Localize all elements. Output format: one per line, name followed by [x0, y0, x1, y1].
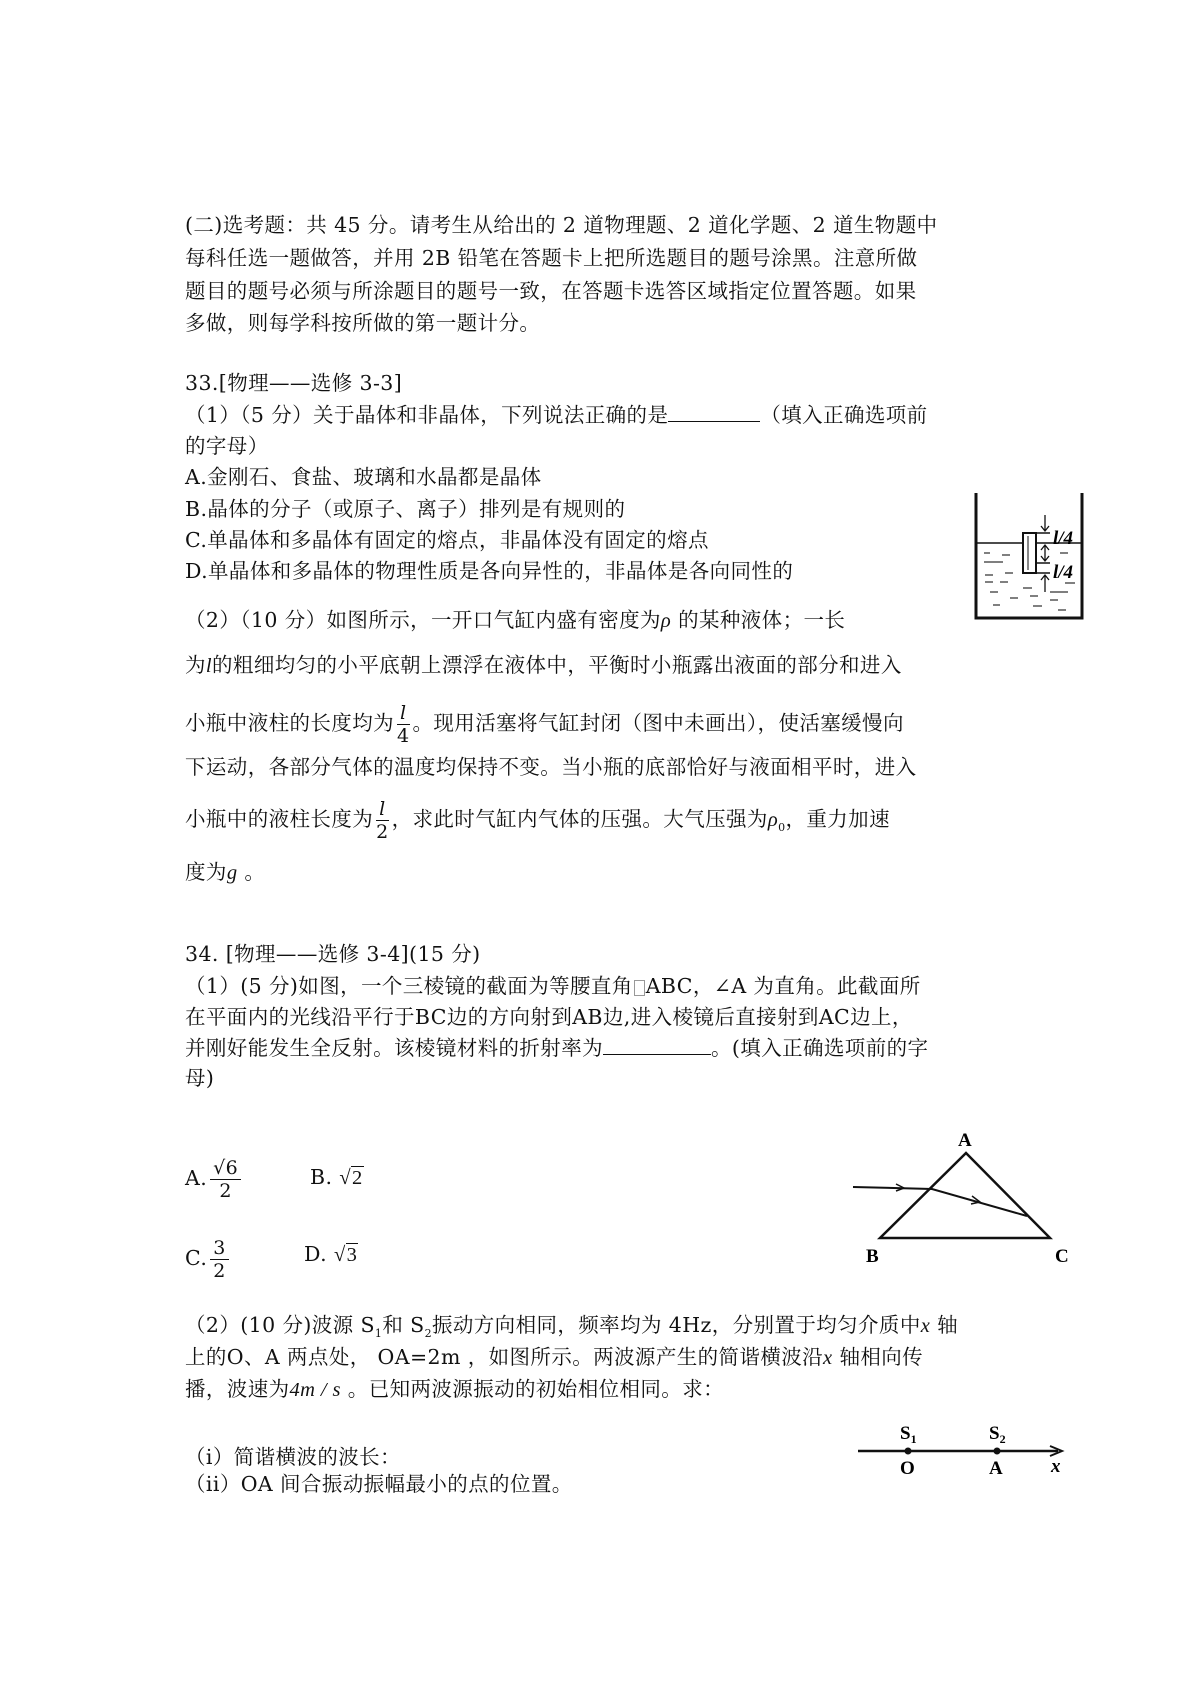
sqrt-2: √2: [339, 1167, 363, 1189]
text: （2）(10 分)波源 S: [185, 1313, 375, 1337]
numerator: √6: [210, 1157, 241, 1180]
option-label: B.: [310, 1165, 333, 1189]
label-o: O: [900, 1458, 915, 1479]
subscript: 2: [424, 1327, 432, 1341]
numerator: 3: [210, 1237, 229, 1260]
q33-part1-text: （填入正确选项前: [760, 403, 928, 427]
q33-heading: 33.[物理——选修 3-3]: [185, 371, 403, 395]
text: 上的O、A 两点处， OA=2m ，如图所示。两波源产生的简谐横波沿: [185, 1345, 824, 1369]
text: ，求此时气缸内气体的压强。大气压强为: [391, 807, 768, 831]
option-c: C.单晶体和多晶体有固定的熔点，非晶体没有固定的熔点: [185, 528, 709, 552]
intro-line: (二)选考题：共 45 分。请考生从给出的 2 道物理题、2 道化学题、2 道生物题中: [185, 213, 938, 237]
intro-line: 每科任选一题做答，并用 2B 铅笔在答题卡上把所选题目的题号涂黑。注意所做: [185, 246, 918, 270]
text: 。: [237, 860, 266, 884]
option-b: B.晶体的分子（或原子、离子）排列是有规则的: [185, 497, 626, 521]
text: （2）（10 分）如图所示，一开口气缸内盛有密度为: [185, 608, 661, 632]
text: （1）(5 分)如图，一个三棱镜的截面为等腰直角: [185, 974, 633, 998]
text: 小瓶中的液柱长度为: [185, 807, 374, 831]
label-s1: [900, 1423, 917, 1446]
text: 轴相向传: [832, 1345, 924, 1369]
l-symbol: l: [205, 655, 213, 677]
intro-line: 题目的题号必须与所涂题目的题号一致，在答题卡选答区域指定位置答题。如果: [185, 279, 917, 303]
option-a: A.金刚石、食盐、玻璃和水晶都是晶体: [185, 465, 542, 489]
rho-symbol: ρ: [660, 610, 672, 632]
text: ，重力加速: [785, 807, 890, 831]
sub-question-i: （i）简谐横波的波长：: [185, 1445, 401, 1469]
numerator: l: [376, 798, 389, 821]
label-a: A: [989, 1458, 1003, 1479]
s2-letter: S: [989, 1423, 1000, 1444]
speed-value: 4m / s: [289, 1379, 341, 1401]
radicand: 2: [351, 1167, 363, 1189]
option-label: A.: [185, 1166, 208, 1190]
label-l-over-4-top: l/4: [1053, 528, 1074, 549]
text: 的某种液体；一长: [671, 608, 846, 632]
point-a: [994, 1448, 1001, 1455]
denominator: 2: [376, 821, 389, 843]
q34-part1-line: 母): [185, 1066, 215, 1090]
vertex-label-a: A: [958, 1130, 972, 1151]
g-symbol: g: [226, 862, 238, 884]
vertex-label-c: C: [1055, 1246, 1069, 1267]
sub-question-ii: （ii）OA 间合振动振幅最小的点的位置。: [185, 1472, 573, 1496]
text: 振动方向相同，频率均为 4Hz，分别置于均匀介质中: [431, 1313, 921, 1337]
text: 。已知两波源振动的初始相位相同。求：: [340, 1377, 725, 1401]
x-symbol: x: [920, 1315, 931, 1337]
s1-subscript: 1: [910, 1432, 917, 1446]
q34-heading: 34. [物理——选修 3-4](15 分): [185, 942, 481, 966]
subscript: 0: [778, 821, 786, 835]
denominator: 2: [219, 1180, 232, 1202]
sqrt-3: √3: [333, 1244, 358, 1266]
text: 小瓶中液柱的长度均为: [185, 711, 394, 735]
denominator: 4: [397, 725, 410, 747]
q33-part2-line: 下运动，各部分气体的温度均保持不变。当小瓶的底部恰好与液面相平时，进入: [185, 755, 917, 779]
q34-part1-line: 在平面内的光线沿平行于BC边的方向射到AB边,进入棱镜后直接射到AC边上，: [185, 1005, 913, 1029]
option-label: D.: [304, 1242, 328, 1266]
intro-line: 多做，则每学科按所做的第一题计分。: [185, 311, 541, 335]
text: ABC，∠A 为直角。此截面所: [645, 974, 921, 998]
subscript: 1: [374, 1327, 383, 1341]
text: 为: [185, 653, 206, 677]
x-symbol: x: [823, 1347, 833, 1369]
numerator: l: [397, 702, 410, 725]
denominator: 2: [213, 1260, 226, 1282]
text: 轴: [930, 1313, 959, 1337]
option-d: D.单晶体和多晶体的物理性质是各向异性的，非晶体是各向同性的: [185, 559, 794, 583]
text: 并刚好能发生全反射。该棱镜材料的折射率为: [185, 1036, 603, 1060]
q33-part1-text: （1）（5 分）关于晶体和非晶体，下列说法正确的是: [185, 403, 669, 427]
text: 。现用活塞将气缸封闭（图中未画出），使活塞缓慢向: [412, 711, 904, 735]
text: 度为: [185, 860, 227, 884]
rho0-symbol: ρ: [767, 809, 779, 831]
text: 。(填入正确选项前的字: [711, 1036, 929, 1060]
text: 的粗细均匀的小平底朝上漂浮在液体中，平衡时小瓶露出液面的部分和进入: [212, 653, 902, 677]
vertex-label-b: B: [866, 1246, 879, 1267]
s2-subscript: 2: [999, 1432, 1006, 1446]
q33-part1-line: 的字母）: [185, 434, 269, 458]
label-s2: [989, 1423, 1006, 1446]
text: 和 S: [382, 1313, 425, 1337]
label-l-over-4-bottom: l/4: [1053, 562, 1074, 583]
point-o: [905, 1448, 912, 1455]
option-label: C.: [185, 1246, 208, 1270]
label-x: x: [1051, 1456, 1061, 1477]
s1-letter: S: [900, 1423, 911, 1444]
radicand: 3: [346, 1244, 358, 1266]
text: 播，波速为: [185, 1377, 290, 1401]
